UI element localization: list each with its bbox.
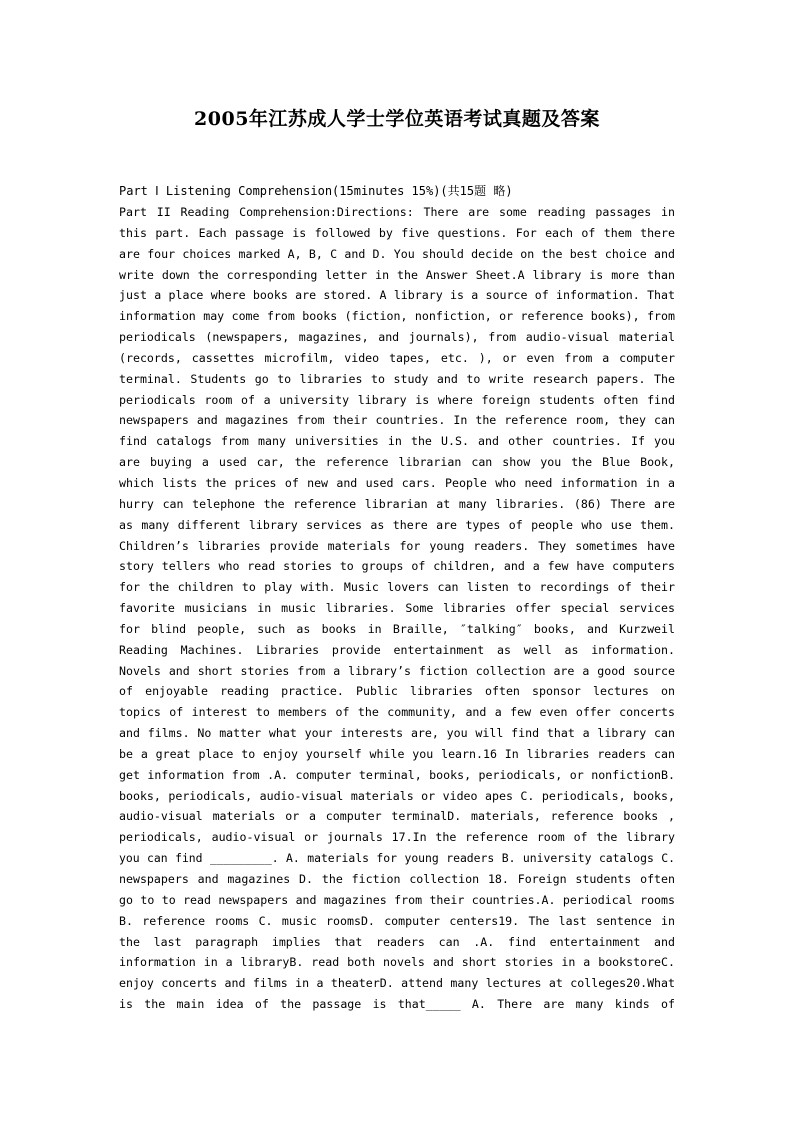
- text-line: of enjoyable reading practice. Public libraries often sponsor lectures on: [119, 684, 675, 699]
- text-line: story tellers who read stories to groups of children, and a few have computers: [119, 559, 675, 574]
- text-line: (records, cassettes microfilm, video tapes, etc. ), or even from a computer: [119, 350, 675, 365]
- text-line: terminal. Students go to libraries to study and to write research papers. The: [119, 371, 675, 386]
- text-line: are four choices marked A, B, C and D. You should decide on the best choice and: [119, 246, 675, 261]
- text-line: information in a libraryB. read both novels and short stories in a bookstoreC.: [119, 955, 675, 970]
- text-line: topics of interest to members of the community, and a few even offer concerts: [119, 705, 675, 720]
- text-line: just a place where books are stored. A library is a source of information. That: [119, 288, 675, 303]
- text-line: Children’s libraries provide materials for young readers. They sometimes have: [119, 538, 675, 553]
- text-line: periodicals (newspapers, magazines, and journals), from audio-visual material: [119, 330, 675, 345]
- text-line: and films. No matter what your interests are, you will find that a library can: [119, 726, 675, 741]
- text-line: newspapers and magazines D. the fiction collection 18. Foreign students often: [119, 872, 675, 886]
- text-line: which lists the prices of new and used cars. People who need information in a: [119, 475, 675, 490]
- text-line: are buying a used car, the reference librarian can show you the Blue Book,: [119, 455, 675, 470]
- text-line: for the children to play with. Music lovers can listen to recordings of their: [119, 580, 675, 595]
- body-text: [119, 202, 675, 1015]
- text-line: for blind people, such as books in Braille, ″talking″ books, and Kurzweil: [119, 621, 675, 636]
- text-line: you can find _________. A. materials for young readers B. university catalogs C.: [119, 851, 675, 866]
- text-line: is the main idea of the passage is that_____ A. There are many kinds of: [119, 997, 675, 1012]
- text-line: Part II Reading Comprehension:Directions: There are some reading passages in: [119, 205, 675, 219]
- text-line: audio-visual materials or a computer terminalD. materials, reference books ,: [119, 809, 675, 824]
- text-line: hurry can telephone the reference librarian at many libraries. (86) There are: [119, 496, 675, 511]
- page-title: 2005年江苏成人学士学位英语考试真题及答案: [194, 108, 600, 130]
- text-line: books, periodicals, audio-visual materials or video apes C. periodicals, books,: [119, 788, 675, 803]
- text-line: B. reference rooms C. music roomsD. computer centers19. The last sentence in: [119, 913, 675, 928]
- text-line: write down the corresponding letter in the Answer Sheet.A library is more than: [119, 267, 675, 282]
- text-line: be a great place to enjoy yourself while you learn.16 In libraries readers can: [119, 746, 675, 761]
- text-line: Novels and short stories from a library’s fiction collection are a good source: [119, 663, 675, 678]
- text-line: this part. Each passage is followed by five questions. For each of them there: [119, 225, 675, 240]
- text-line: enjoy concerts and films in a theaterD. attend many lectures at colleges20.What: [119, 976, 675, 991]
- text-line: go to to read newspapers and magazines from their countries.A. periodical rooms: [119, 892, 675, 907]
- text-line: Reading Machines. Libraries provide entertainment as well as information.: [119, 642, 675, 657]
- text-line: newspapers and magazines from their countries. In the reference room, they can: [119, 413, 675, 428]
- text-line: find catalogs from many universities in the U.S. and other countries. If you: [119, 434, 675, 449]
- text-line: periodicals, audio-visual or journals 17.In the reference room of the library: [119, 830, 675, 845]
- part-one-heading: Part Ⅰ Listening Comprehension(15minutes 15%)(共15题 略): [119, 184, 513, 198]
- text-line: get information from .A. computer terminal, books, periodicals, or nonfictionB.: [119, 767, 675, 782]
- text-line: periodicals room of a university library is where foreign students often find: [119, 392, 675, 407]
- text-line: favorite musicians in music libraries. Some libraries offer special services: [119, 601, 675, 616]
- text-line: information may come from books (fiction, nonfiction, or reference books), from: [119, 309, 675, 324]
- text-line: the last paragraph implies that readers can .A. find entertainment and: [119, 934, 675, 949]
- text-line: as many different library services as there are types of people who use them.: [119, 517, 675, 532]
